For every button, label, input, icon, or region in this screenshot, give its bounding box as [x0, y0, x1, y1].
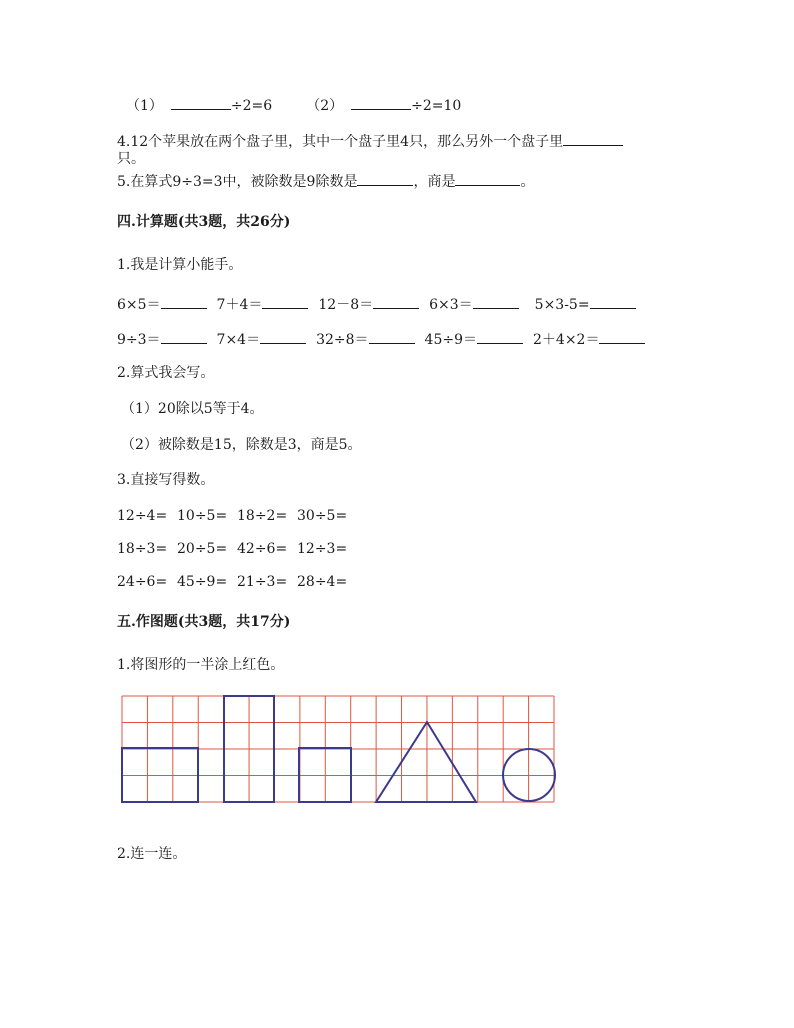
quick-calc-expr: 45÷9=	[177, 574, 228, 590]
q5-line	[117, 171, 534, 191]
calc-expr: 6×5＝	[117, 297, 161, 313]
calc-expr: 12－8＝	[318, 297, 374, 313]
q4-blank[interactable]	[563, 131, 623, 146]
q4-line	[117, 131, 623, 151]
q4-unit: 只。	[117, 151, 145, 167]
calc-expr: 2＋4×2＝	[533, 332, 600, 348]
quick-calc-expr: 12÷3=	[297, 541, 348, 557]
calc-blank[interactable]	[477, 329, 523, 344]
s4-q3-row	[117, 573, 357, 591]
s4-q1-row2	[117, 329, 645, 349]
q3-part1-blank[interactable]	[171, 95, 231, 110]
calc-blank[interactable]	[373, 294, 419, 309]
quick-calc-expr: 10÷5=	[177, 508, 228, 524]
section5-heading: 五.作图题(共3题，共17分)	[117, 614, 291, 630]
quick-calc-expr: 18÷2=	[237, 508, 288, 524]
s4-q3-row	[117, 507, 357, 525]
calc-expr: 7＋4＝	[216, 297, 263, 313]
q5-divisor-blank[interactable]	[357, 171, 413, 186]
q4-unit-line	[117, 150, 145, 168]
calc-blank[interactable]	[260, 329, 306, 344]
calc-blank[interactable]	[599, 329, 645, 344]
calc-blank[interactable]	[590, 294, 636, 309]
q3-part2-label: （2）	[306, 98, 344, 114]
s5-q2-title: 2.连一连。	[117, 846, 187, 862]
s4-q2-title: 2.算式我会写。	[117, 365, 215, 381]
q5-quotient-blank[interactable]	[455, 171, 520, 186]
q3-part1-label: （1）	[126, 98, 163, 114]
s4-q2-item2: （2）被除数是15，除数是3，商是5。	[121, 437, 362, 453]
q4-text: 4.12个苹果放在两个盘子里，其中一个盘子里4只，那么另外一个盘子里	[117, 134, 564, 150]
s4-q1-row1	[117, 294, 636, 314]
calc-blank[interactable]	[161, 294, 207, 309]
calc-blank[interactable]	[262, 294, 308, 309]
s4-q3-row	[117, 540, 357, 558]
s4-q2-item1: （1）20除以5等于4。	[121, 401, 264, 417]
q3-part1-suffix: ÷2=6	[230, 98, 273, 114]
quick-calc-expr: 42÷6=	[237, 541, 288, 557]
s4-q1-title: 1.我是计算小能手。	[117, 257, 243, 273]
quick-calc-expr: 28÷4=	[297, 574, 348, 590]
q5-end: 。	[520, 174, 535, 190]
q3-part2-suffix: ÷2=10	[411, 98, 462, 114]
calc-expr: 6×3＝	[429, 297, 473, 313]
q5-prefix: 5.在算式9÷3=3中，被除数是9除数是	[117, 174, 358, 190]
calc-expr: 45÷9＝	[424, 332, 477, 348]
calc-expr: 32÷8＝	[316, 332, 369, 348]
calc-expr: 9÷3＝	[117, 332, 161, 348]
calc-blank[interactable]	[473, 294, 519, 309]
s4-q3-title: 3.直接写得数。	[117, 472, 215, 488]
triangle-shape[interactable]	[376, 722, 476, 802]
q3-fill-row	[126, 95, 461, 115]
calc-expr: 7×4＝	[216, 332, 261, 348]
calc-blank[interactable]	[161, 329, 207, 344]
calc-blank[interactable]	[369, 329, 415, 344]
quick-calc-expr: 30÷5=	[297, 508, 348, 524]
quick-calc-expr: 24÷6=	[117, 574, 168, 590]
quick-calc-expr: 21÷3=	[237, 574, 288, 590]
grid-figure	[118, 694, 558, 806]
q3-part2-blank[interactable]	[351, 95, 411, 110]
quick-calc-expr: 12÷4=	[117, 508, 168, 524]
quick-calc-expr: 20÷5=	[177, 541, 228, 557]
s5-q1-title: 1.将图形的一半涂上红色。	[117, 657, 285, 673]
calc-expr: 5×3-5=	[534, 297, 590, 313]
section4-heading: 四.计算题(共3题，共26分)	[117, 214, 291, 230]
quick-calc-expr: 18÷3=	[117, 541, 168, 557]
q5-mid: ，商是	[413, 174, 456, 190]
